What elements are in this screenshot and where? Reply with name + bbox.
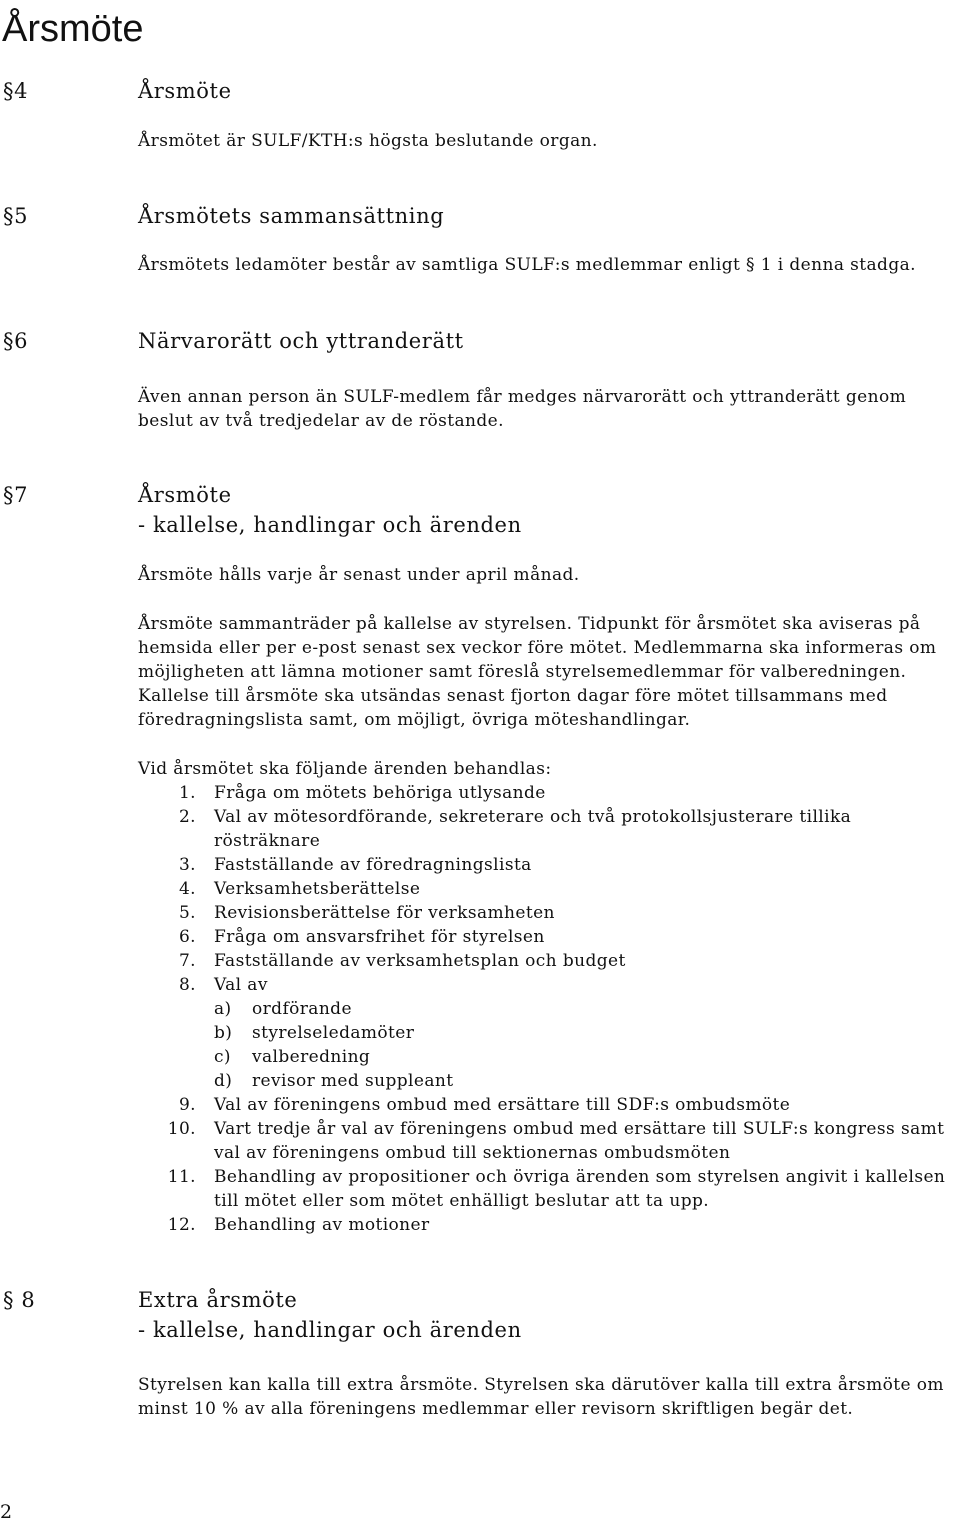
list-item-text: Vart tredje år val av föreningens ombud med ersättare till SULF:s kongress samt val av föreningens ombud till sektionernas ombudsmöten bbox=[214, 1119, 945, 1163]
list-item-number: 10. bbox=[167, 1119, 196, 1139]
list-item-text: Revisionsberättelse för verksamheten bbox=[214, 903, 555, 923]
list-item-number: 3. bbox=[178, 855, 196, 875]
section-title: Årsmöte bbox=[138, 483, 232, 507]
section-title: Extra årsmöte bbox=[138, 1288, 298, 1312]
list-item-text: Fråga om ansvarsfrihet för styrelsen bbox=[214, 927, 545, 947]
list-subitem-letter: b) bbox=[214, 1023, 233, 1043]
list-item-text: Behandling av propositioner och övriga ärenden som styrelsen angivit i kallelsen till mötet eller som mötet enhälligt beslutar att ta upp. bbox=[214, 1167, 946, 1211]
list-item bbox=[138, 1117, 953, 1165]
list-subitem-text: revisor med suppleant bbox=[252, 1071, 454, 1091]
list-subitem-letter: c) bbox=[214, 1047, 231, 1067]
list-subitem bbox=[138, 997, 953, 1021]
list-subitem-text: styrelseledamöter bbox=[252, 1023, 415, 1043]
section-subtitle: - kallelse, handlingar och ärenden bbox=[138, 513, 522, 537]
list-item bbox=[138, 781, 953, 805]
document-title: Årsmöte bbox=[2, 8, 144, 50]
list-item bbox=[138, 853, 953, 877]
list-item-number: 2. bbox=[178, 807, 196, 827]
list-item bbox=[138, 1165, 953, 1213]
list-item-text: Fastställande av föredragningslista bbox=[214, 855, 532, 875]
section-title: Årsmöte bbox=[138, 79, 232, 103]
list-item-text: Val av mötesordförande, sekreterare och två protokollsjusterare tillika rösträknare bbox=[214, 807, 852, 851]
list-item-number: 4. bbox=[178, 879, 196, 899]
list-item-text: Val av föreningens ombud med ersättare till SDF:s ombudsmöte bbox=[214, 1095, 791, 1115]
section-title: Årsmötets sammansättning bbox=[138, 204, 445, 228]
list-item-number: 12. bbox=[167, 1215, 196, 1235]
list-subitem-text: ordförande bbox=[252, 999, 352, 1019]
list-item bbox=[138, 901, 953, 925]
list-item-text: Val av bbox=[214, 975, 268, 995]
section-paragraph: Årsmöte hålls varje år senast under april månad. bbox=[138, 565, 580, 585]
list-item bbox=[138, 1213, 953, 1237]
list-item bbox=[138, 1093, 953, 1117]
list-item bbox=[138, 805, 953, 853]
list-item-text: Behandling av motioner bbox=[214, 1215, 430, 1235]
section-number: §4 bbox=[3, 79, 29, 103]
list-item-text: Verksamhetsberättelse bbox=[214, 879, 421, 899]
section-paragraph: Årsmötet är SULF/KTH:s högsta beslutande organ. bbox=[138, 131, 598, 151]
list-item-number: 1. bbox=[178, 783, 196, 803]
list-item-number: 9. bbox=[178, 1095, 196, 1115]
list-item bbox=[138, 949, 953, 973]
list-item bbox=[138, 877, 953, 901]
list-item-text: Fastställande av verksamhetsplan och budget bbox=[214, 951, 626, 971]
list-item-text: Fråga om mötets behöriga utlysande bbox=[214, 783, 546, 803]
list-subitem-letter: d) bbox=[214, 1071, 233, 1091]
list-subitem bbox=[138, 1045, 953, 1069]
list-subitem bbox=[138, 1069, 953, 1093]
list-subitem bbox=[138, 1021, 953, 1045]
list-subitem-letter: a) bbox=[214, 999, 232, 1019]
section-paragraph: Styrelsen kan kalla till extra årsmöte. Styrelsen ska därutöver kalla till extra årsmöte om minst 10 % av alla föreningens medlemmar eller revisorn skriftligen begär det. bbox=[138, 1375, 944, 1419]
section-paragraph: Årsmötets ledamöter består av samtliga SULF:s medlemmar enligt § 1 i denna stadga. bbox=[138, 255, 916, 275]
page-number: 2 bbox=[0, 1501, 13, 1523]
section-number: § 8 bbox=[3, 1288, 36, 1312]
section-number: §5 bbox=[3, 204, 29, 228]
list-item bbox=[138, 973, 953, 997]
list-item-number: 5. bbox=[178, 903, 196, 923]
section-paragraph: Även annan person än SULF-medlem får medges närvarorätt och yttranderätt genom beslut av två tredjedelar av de röstande. bbox=[138, 387, 907, 431]
agenda-list bbox=[138, 757, 953, 1237]
list-item bbox=[138, 925, 953, 949]
section-number: §6 bbox=[3, 329, 29, 353]
list-item-number: 7. bbox=[178, 951, 196, 971]
section-paragraph: Årsmöte sammanträder på kallelse av styrelsen. Tidpunkt för årsmötet ska aviseras på hemsida eller per e-post senast sex veckor före mötet. Medlemmarna ska informeras om möjligheten att lämna motioner samt föreslå styrelsemedlemmar för valberedningen. Kallelse till årsmöte ska utsändas senast fjorton dagar före mötet tillsammans med föredragningslista samt, om möjligt, övriga möteshandlingar. bbox=[138, 614, 937, 730]
list-subitem-text: valberedning bbox=[252, 1047, 371, 1067]
section-subtitle: - kallelse, handlingar och ärenden bbox=[138, 1318, 522, 1342]
agenda-intro: Vid årsmötet ska följande ärenden behandlas: bbox=[138, 759, 552, 779]
list-item-number: 11. bbox=[167, 1167, 196, 1187]
list-item-number: 6. bbox=[178, 927, 196, 947]
section-title: Närvarorätt och yttranderätt bbox=[138, 329, 464, 353]
list-item-number: 8. bbox=[178, 975, 196, 995]
section-number: §7 bbox=[3, 483, 29, 507]
